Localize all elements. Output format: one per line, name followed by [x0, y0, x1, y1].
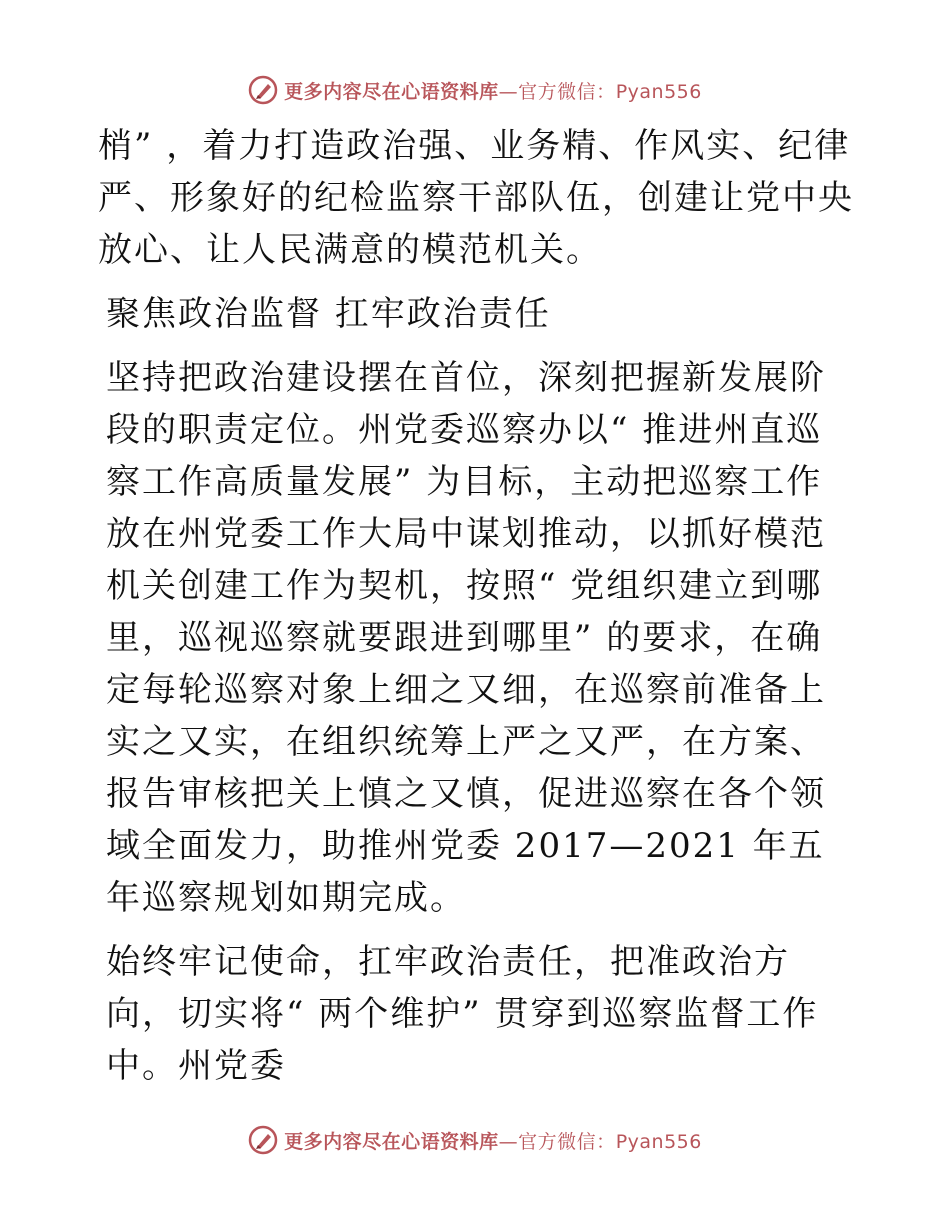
footer-watermark-banner [0, 1120, 950, 1160]
paragraph: 始终牢记使命，扛牢政治责任，把准政治方向，切实将“ 两个维护” 贯穿到巡察监督工作中。州党委 [106, 942, 819, 1086]
pen-logo-icon [248, 1125, 278, 1155]
paragraph: 坚持把政治建设摆在首位，深刻把握新发展阶段的职责定位。州党委巡察办以“ 推进州直巡察工作高质量发展” 为目标，主动把巡察工作放在州党委工作大局中谋划推动，以抓好模范机关创建工作为契机，按照“ 党组织建立到哪里，巡视巡察就要跟进到哪里” 的要求，在确定每轮巡察对象上细之又细，在巡察前准备上实之又实，在组织统筹上严之又严，在方案、报告审核把关上慎之又慎，促进巡察在各个领域全面发力，助推州党委 2017—2021 年五年巡察规划如期完成。 [106, 358, 826, 918]
watermark-text: 更多内容尽在心语资料库—官方微信：Pyan556 [284, 80, 702, 103]
paragraph: 梢” ，着力打造政治强、业务精、作风实、纪律严、形象好的纪检监察干部队伍，创建让党中央放心、让人民满意的模范机关。 [98, 126, 854, 270]
header-watermark-banner [0, 70, 950, 110]
section-heading: 聚焦政治监督 扛牢政治责任 [106, 294, 551, 334]
document-body [98, 120, 858, 1104]
pen-logo-icon [248, 75, 278, 105]
watermark-text: 更多内容尽在心语资料库—官方微信：Pyan556 [284, 1130, 702, 1153]
